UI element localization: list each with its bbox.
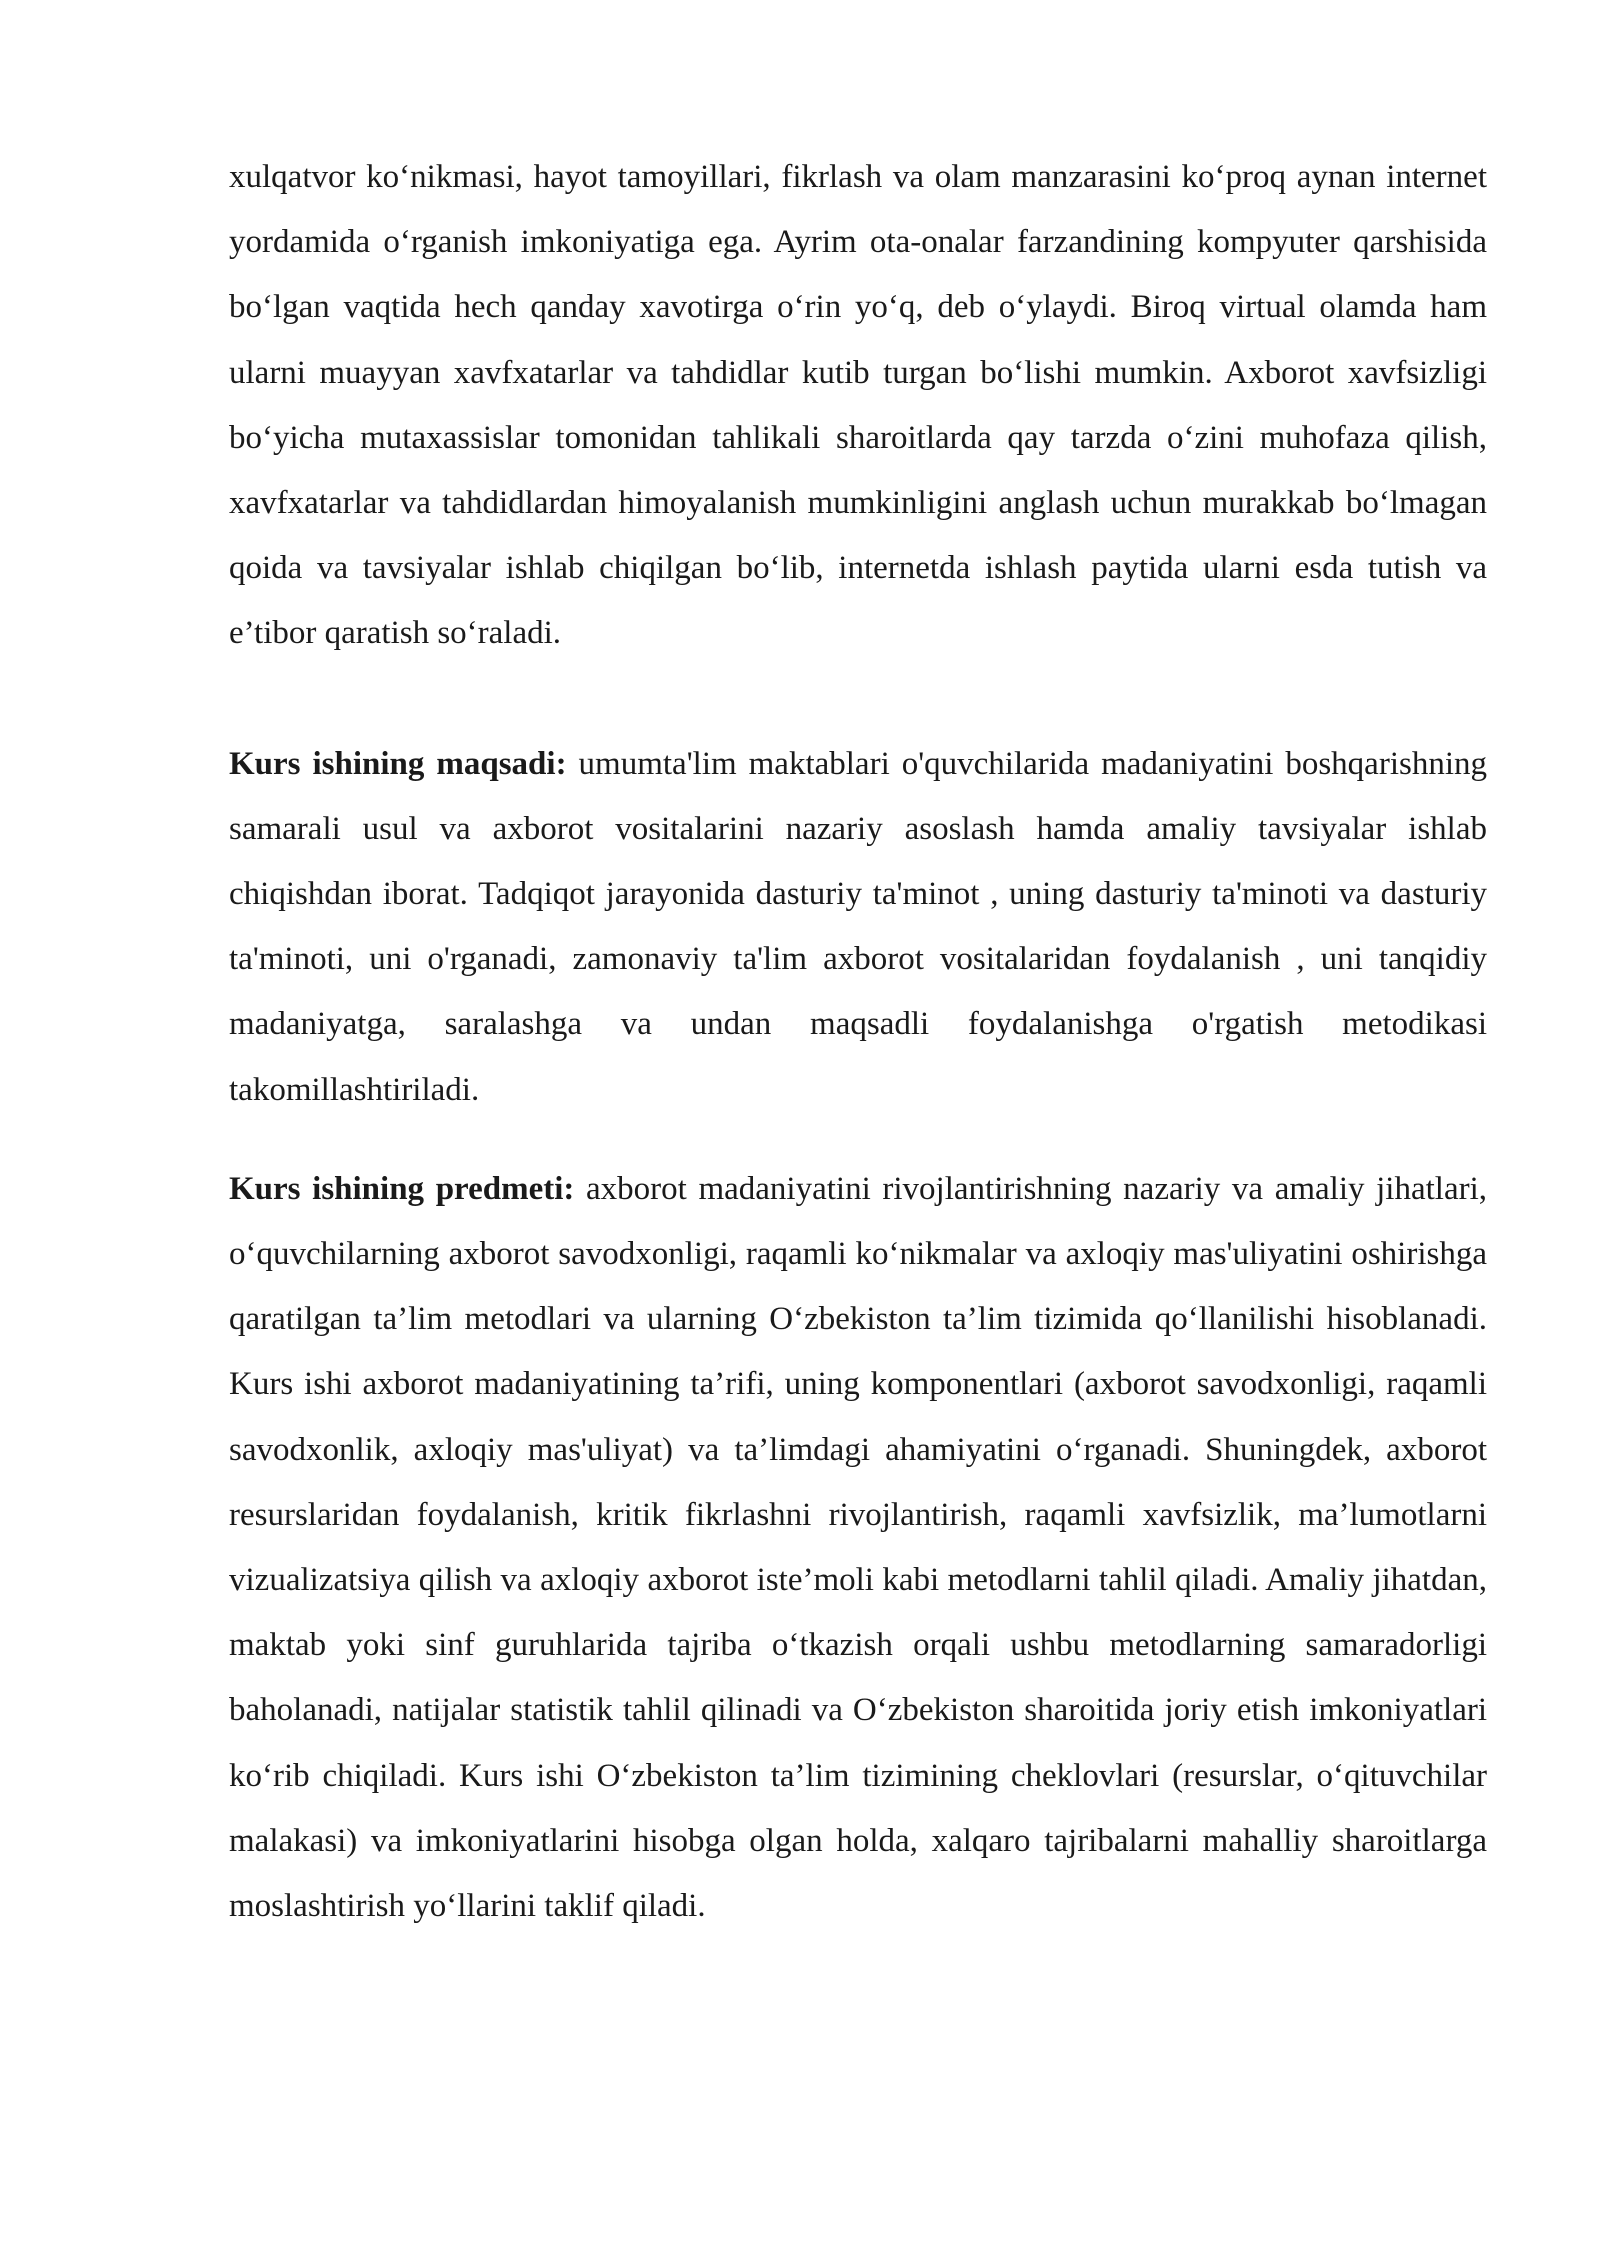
purpose-text: umumta'lim maktablari o'quvchilarida madaniyatini boshqarishning samarali usul va axborot vositalarini nazariy asoslash hamda amaliy tavsiyalar ishlab chiqishdan iborat. Tadqiqot jarayonida dasturiy ta'minot , uning dasturiy ta'minoti va dasturiy ta'minoti, uni o'rganadi, zamonaviy ta'lim axborot vositalaridan foydalanish , uni tanqidiy madaniyatga, saralashga va undan maqsadli foydalanishga o'rgatish metodikasi takomillashtiriladi. xyxy=(229,745,1487,1108)
paragraph-spacer xyxy=(229,667,1487,732)
paragraph-spacer xyxy=(229,1123,1487,1157)
subject-text: axborot madaniyatini rivojlantirishning nazariy va amaliy jihatlari, o‘quvchilarning axborot savodxonligi, raqamli ko‘nikmalar va axloqiy mas'uliyatini oshirishga qaratilgan ta’lim metodlari va ularning O‘zbekiston ta’lim tizimida qo‘llanilishi hisoblanadi. Kurs ishi axborot madaniyatining ta’rifi, uning komponentlari (axborot savodxonligi, raqamli savodxonlik, axloqiy mas'uliyat) va ta’limdagi ahamiyatini o‘rganadi. Shuningdek, axborot resurslaridan foydalanish, kritik fikrlashni rivojlantirish, raqamli xavfsizlik, ma’lumotlarni vizualizatsiya qilish va axloqiy axborot iste’moli kabi metodlarni tahlil qiladi. Amaliy jihatdan, maktab yoki sinf guruhlarida tajriba o‘tkazish orqali ushbu metodlarning samaradorligi baholanadi, natijalar statistik tahlil qilinadi va O‘zbekiston sharoitida joriy etish imkoniyatlari ko‘rib chiqiladi. Kurs ishi O‘zbekiston ta’lim tizimining cheklovlari (resurslar, o‘qituvchilar malakasi) va imkoniyatlarini hisobga olgan holda, xalqaro tajribalarni mahalliy sharoitlarga moslashtirish yo‘llarini taklif qiladi. xyxy=(229,1170,1488,1925)
subject-heading: Kurs ishining predmeti: xyxy=(229,1170,575,1207)
purpose-paragraph xyxy=(229,732,1487,1123)
subject-paragraph xyxy=(229,1157,1487,1939)
document-page xyxy=(229,145,1487,1939)
purpose-heading: Kurs ishining maqsadi: xyxy=(229,745,567,782)
intro-paragraph: xulqatvor ko‘nikmasi, hayot tamoyillari, fikrlash va olam manzarasini ko‘proq aynan internet yordamida o‘rganish imkoniyatiga ega. Ayrim ota-onalar farzandining kompyuter qarshisida bo‘lgan vaqtida hech qanday xavotirga o‘rin yo‘q, deb o‘ylaydi. Biroq virtual olamda ham ularni muayyan xavfxatarlar va tahdidlar kutib turgan bo‘lishi mumkin. Axborot xavfsizligi bo‘yicha mutaxassislar tomonidan tahlikali sharoitlarda qay tarzda o‘zini muhofaza qilish, xavfxatarlar va tahdidlardan himoyalanish mumkinligini anglash uchun murakkab bo‘lmagan qoida va tavsiyalar ishlab chiqilgan bo‘lib, internetda ishlash paytida ularni esda tutish va e’tibor qaratish so‘raladi. xyxy=(229,159,1487,652)
